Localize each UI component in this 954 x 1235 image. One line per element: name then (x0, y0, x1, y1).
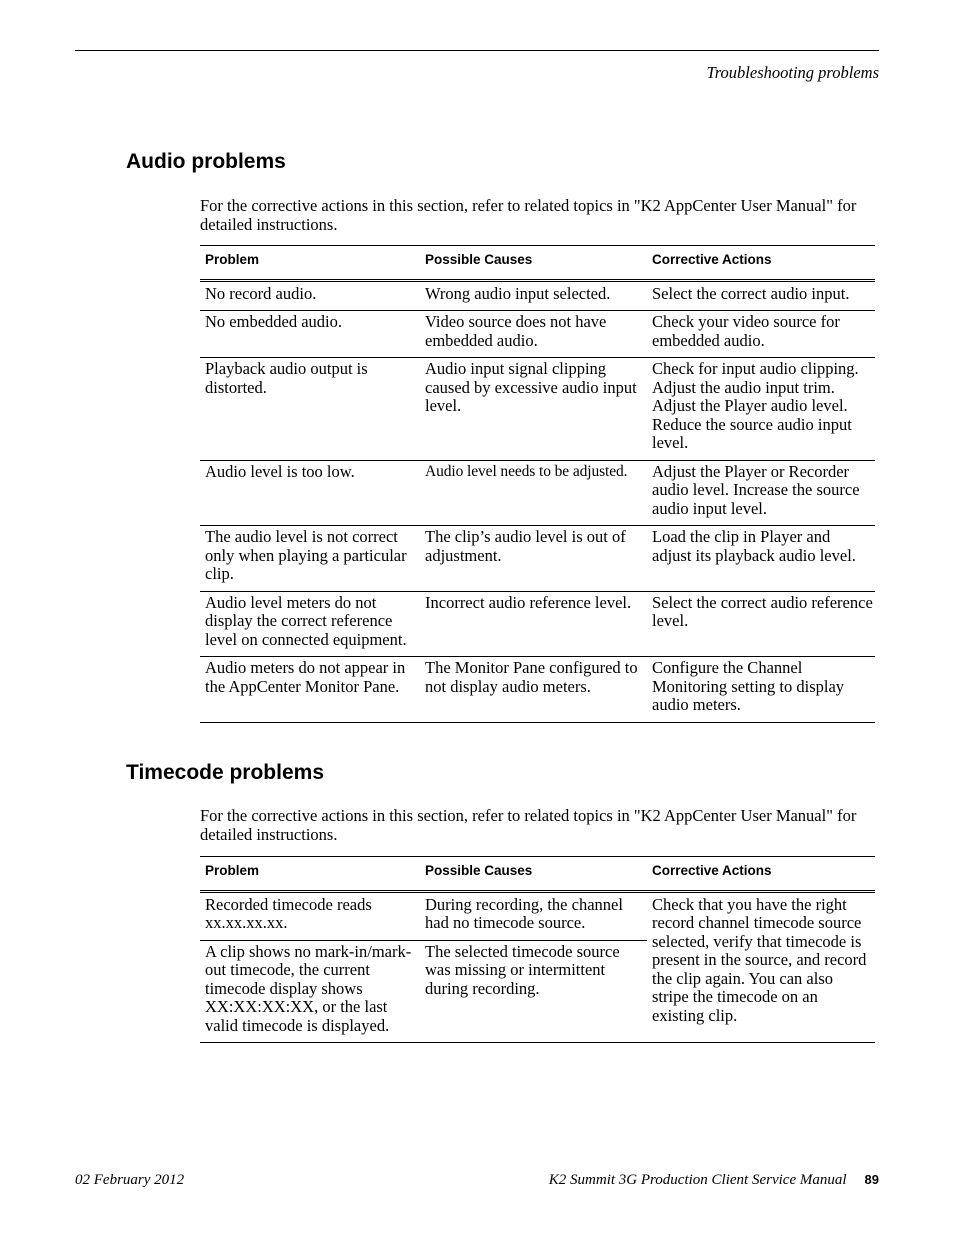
timecode-problems-heading: Timecode problems (126, 761, 325, 784)
audio-intro: For the corrective actions in this section, refer to related topics in "K2 AppCenter User Manual" for detailed instructions. (200, 196, 857, 234)
table-row (200, 891, 875, 940)
problem-cell: Audio level is too low. (200, 460, 420, 526)
table-row (200, 526, 875, 592)
action-cell: Check for input audio clipping. Adjust the audio input trim. Adjust the Player audio level. Reduce the source audio input level. (647, 358, 875, 461)
timecode-problems-table (200, 856, 875, 1043)
column-header-causes: Possible Causes (420, 246, 647, 281)
cause-cell: Wrong audio input selected. (420, 280, 647, 311)
footer-right (549, 1172, 879, 1189)
page-number: 89 (864, 1172, 879, 1187)
table-header-row (200, 857, 875, 892)
table-row (200, 460, 875, 526)
cause-cell: Incorrect audio reference level. (420, 591, 647, 657)
audio-problems-heading: Audio problems (126, 150, 286, 173)
action-cell: Check your video source for embedded audio. (647, 311, 875, 358)
shared-action-cell: Check that you have the right record channel timecode source selected, verify that timecode is present in the source, and record the clip again. You can also stripe the timecode on an existing clip. (647, 891, 875, 1043)
table-row (200, 358, 875, 461)
cause-cell: Audio level needs to be adjusted. (420, 460, 647, 526)
problem-cell: No embedded audio. (200, 311, 420, 358)
column-header-actions: Corrective Actions (647, 246, 875, 281)
problem-cell: Recorded timecode reads xx.xx.xx.xx. (200, 891, 420, 940)
action-cell: Configure the Channel Monitoring setting to display audio meters. (647, 657, 875, 723)
problem-cell: Audio level meters do not display the correct reference level on connected equipment. (200, 591, 420, 657)
column-header-actions: Corrective Actions (647, 857, 875, 892)
timecode-intro: For the corrective actions in this section, refer to related topics in "K2 AppCenter User Manual" for detailed instructions. (200, 806, 857, 844)
problem-cell: Audio meters do not appear in the AppCenter Monitor Pane. (200, 657, 420, 723)
cause-cell: The Monitor Pane configured to not display audio meters. (420, 657, 647, 723)
footer-manual-title: K2 Summit 3G Production Client Service Manual (548, 1172, 847, 1188)
audio-problems-table (200, 245, 875, 723)
problem-cell: Playback audio output is distorted. (200, 358, 420, 461)
table-row (200, 591, 875, 657)
column-header-problem: Problem (200, 246, 420, 281)
table-row (200, 657, 875, 723)
cause-cell: During recording, the channel had no timecode source. (420, 891, 647, 940)
cause-cell: Video source does not have embedded audio. (420, 311, 647, 358)
problem-cell: No record audio. (200, 280, 420, 311)
cause-cell: The selected timecode source was missing or intermittent during recording. (420, 940, 647, 1043)
running-header: Troubleshooting problems (706, 63, 879, 82)
table-row (200, 280, 875, 311)
action-cell: Select the correct audio reference level. (647, 591, 875, 657)
column-header-causes: Possible Causes (420, 857, 647, 892)
cause-cell: Audio input signal clipping caused by excessive audio input level. (420, 358, 647, 461)
table-row (200, 311, 875, 358)
problem-cell: A clip shows no mark-in/mark-out timecode, the current timecode display shows XX:XX:XX:XX, or the last valid timecode is displayed. (200, 940, 420, 1043)
action-cell: Adjust the Player or Recorder audio level. Increase the source audio input level. (647, 460, 875, 526)
header-rule (75, 50, 879, 51)
table-header-row (200, 246, 875, 281)
cause-cell: The clip’s audio level is out of adjustment. (420, 526, 647, 592)
action-cell: Load the clip in Player and adjust its playback audio level. (647, 526, 875, 592)
column-header-problem: Problem (200, 857, 420, 892)
footer-date: 02 February 2012 (75, 1172, 185, 1188)
problem-cell: The audio level is not correct only when playing a particular clip. (200, 526, 420, 592)
action-cell: Select the correct audio input. (647, 280, 875, 311)
